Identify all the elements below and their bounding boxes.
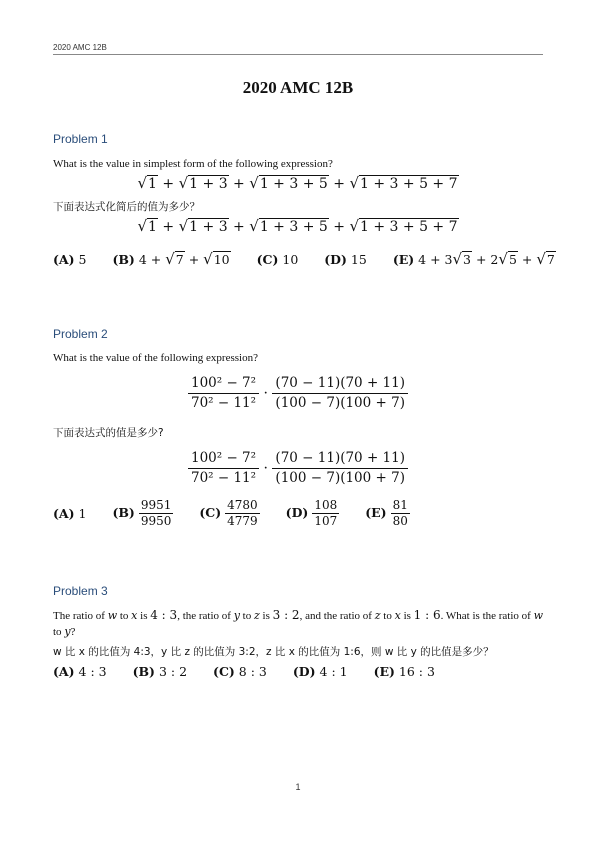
- choice-a: (A) 4 : 3: [53, 664, 107, 679]
- choice-b: (B) $\frac{9951}{9950}$: [112, 498, 172, 528]
- problem-1-expression: √1 + √1 + 3 + √1 + 3 + 5 + √1 + 3 + 5 + 7: [137, 174, 458, 192]
- choice-e: (E) $\frac{81}{80}$: [365, 498, 408, 528]
- choice-c: (C) $\frac{4780}{4779}$: [199, 498, 258, 528]
- radical: √1 + 3: [178, 217, 228, 235]
- radical: √1 + 3 + 5: [249, 174, 328, 192]
- problem-3-choices: [53, 663, 457, 679]
- radical: √1 + 3 + 5 + 7: [349, 217, 458, 235]
- problem-1-choices: [53, 250, 578, 268]
- problem-2-expression-repeat: $\frac{\text{100² − 7²}}{\text{70² − 11²}}$ · $\frac{(70 - 11)(70 + 11)}{(100 - 7)(100 + 7)}$: [0, 449, 596, 488]
- choice-e: (E) 16 : 3: [373, 664, 435, 679]
- choice-a: (A) 1: [53, 506, 87, 521]
- problem-2-heading: Problem 2: [53, 327, 108, 341]
- fraction: $\frac{\text{100² − 7²}}{\text{70² − 11²}}$: [188, 449, 259, 488]
- fraction: $\frac{(70 - 11)(70 + 11)}{(100 - 7)(100 + 7)}$: [272, 449, 408, 488]
- problem-1-question-en: What is the value in simplest form of the following expression?: [53, 158, 333, 170]
- choice-d: (D) 4 : 1: [292, 664, 348, 679]
- problem-2-question-en: What is the value of the following expression?: [53, 352, 258, 364]
- choice-c: (C) 10: [256, 251, 299, 267]
- page-title: 2020 AMC 12B: [242, 78, 354, 97]
- choice-d: (D) 15: [324, 251, 367, 267]
- radical: √1 + 3 + 5: [249, 217, 328, 235]
- radical: √1 + 3 + 5 + 7: [349, 174, 458, 192]
- problem-2-choices: [53, 498, 432, 529]
- choice-b: (B) 3 : 2: [132, 664, 188, 679]
- problem-1-heading: Problem 1: [53, 132, 108, 146]
- problem-3-question-cn: w 比 x 的比值为 4:3，y 比 z 的比值为 3:2，z 比 x 的比值为 1:6，则 w 比 y 的比值是多少？: [53, 646, 494, 658]
- problem-3-heading: Problem 3: [53, 584, 108, 598]
- problem-1-expression-repeat: √1 + √1 + 3 + √1 + 3 + 5 + √1 + 3 + 5 + 7: [137, 217, 458, 235]
- running-header: 2020 AMC 12B: [53, 43, 107, 52]
- problem-1-question-cn: 下面表达式化简后的值为多少？: [53, 201, 200, 213]
- radical: √1: [137, 217, 157, 235]
- choice-c: (C) 8 : 3: [213, 664, 267, 679]
- fraction: $\frac{(70 - 11)(70 + 11)}{(100 - 7)(100 + 7)}$: [272, 374, 408, 413]
- radical: √1 + 3: [178, 174, 228, 192]
- page-number: 1: [295, 782, 301, 792]
- problem-3-question-en: The ratio of w to x is 4 : 3, the ratio of y to z is 3 : 2, and the ratio of z to x is 1 : 6. What is the ratio of w to y?: [53, 608, 543, 638]
- choice-b: (B) 4 + √7 + √10: [112, 250, 230, 268]
- radical: √1: [137, 174, 157, 192]
- fraction: $\frac{\text{100² − 7²}}{\text{70² − 11²}}$: [188, 374, 259, 413]
- choice-e: (E) 4 + 3√3 + 2√5 + √7: [392, 250, 555, 268]
- choice-a: (A) 5: [53, 251, 87, 267]
- problem-2-expression: $\frac{\text{100² − 7²}}{\text{70² − 11²}}$ · $\frac{(70 - 11)(70 + 11)}{(100 - 7)(100 + 7)}$: [0, 374, 596, 413]
- header-rule: [53, 54, 543, 55]
- problem-2-question-cn: 下面表达式的值是多少?: [53, 427, 164, 439]
- choice-d: (D) $\frac{108}{107}$: [285, 498, 338, 528]
